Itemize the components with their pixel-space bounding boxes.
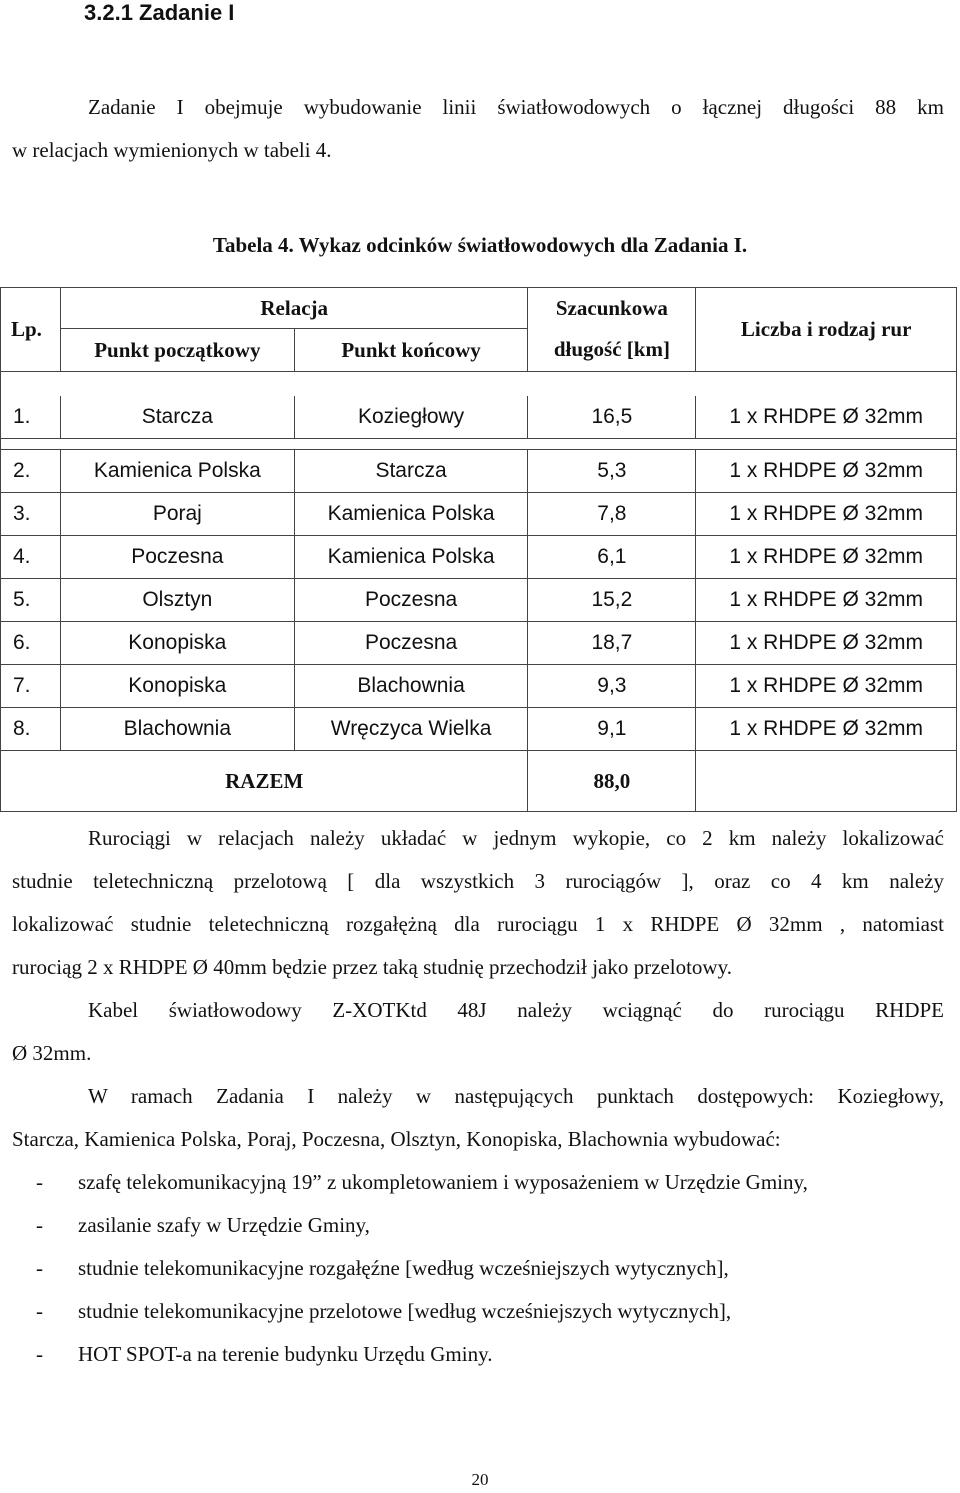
cell-start: Poczesna: [60, 536, 294, 579]
list-item: [36, 1290, 956, 1333]
paragraph-cable-line-1: Kabel światłowodowy Z-XOTKtd 48J należy wciągnąć do rurociągu RHDPE: [88, 998, 944, 1022]
header-pipes: Liczba i rodzaj rur: [696, 288, 957, 372]
cell-end: Starcza: [294, 450, 528, 493]
list-item-text: studnie telekomunikacyjne rozgałęźne [według wcześniejszych wytycznych],: [78, 1256, 729, 1280]
list-item: [36, 1161, 956, 1204]
table-row: [1, 536, 957, 579]
cell-lp: 6.: [1, 622, 61, 665]
cell-end: Poczesna: [294, 579, 528, 622]
bullet-marker: -: [36, 1299, 43, 1323]
header-end: Punkt końcowy: [294, 329, 528, 372]
bullet-marker: -: [36, 1256, 43, 1280]
cell-start: Starcza: [60, 396, 294, 439]
list-item: [36, 1333, 956, 1376]
cell-start: Kamienica Polska: [60, 450, 294, 493]
section-heading: 3.2.1 Zadanie I: [84, 0, 235, 25]
cell-length: 9,3: [528, 665, 696, 708]
intro-line-2: w relacjach wymienionych w tabeli 4.: [12, 138, 332, 162]
table-row: [1, 493, 957, 536]
list-item-text: szafę telekomunikacyjną 19” z ukompletowaniem i wyposażeniem w Urzędzie Gminy,: [78, 1170, 808, 1194]
bullet-list: [36, 1161, 956, 1376]
cell-start: Konopiska: [60, 622, 294, 665]
cell-length: 7,8: [528, 493, 696, 536]
total-label: RAZEM: [1, 751, 528, 812]
bullet-marker: -: [36, 1170, 43, 1194]
cell-end: Wręczyca Wielka: [294, 708, 528, 751]
paragraph-pipes: [12, 817, 944, 989]
list-item-text: studnie telekomunikacyjne przelotowe [według wcześniejszych wytycznych],: [78, 1299, 732, 1323]
cell-pipes: 1 x RHDPE Ø 32mm: [696, 396, 957, 439]
list-item-text: zasilanie szafy w Urzędzie Gminy,: [78, 1213, 370, 1237]
cell-lp: 5.: [1, 579, 61, 622]
cell-pipes: 1 x RHDPE Ø 32mm: [696, 450, 957, 493]
cell-length: 9,1: [528, 708, 696, 751]
paragraph-pipes-line-4: rurociąg 2 x RHDPE Ø 40mm będzie przez taką studnię przechodził jako przelotowy.: [12, 955, 732, 979]
cell-end: Poczesna: [294, 622, 528, 665]
cell-start: Olsztyn: [60, 579, 294, 622]
table-spacer: [1, 439, 957, 450]
table-header-row: [1, 288, 957, 329]
paragraph-access-line-1: W ramach Zadania I należy w następujących punktach dostępowych: Koziegłowy,: [88, 1084, 944, 1108]
cell-lp: 7.: [1, 665, 61, 708]
paragraph-pipes-line-1: Rurociągi w relacjach należy układać w jednym wykopie, co 2 km należy lokalizować: [88, 826, 944, 850]
paragraph-pipes-line-2: studnie teletechniczną przelotową [ dla wszystkich 3 rurociągów ], oraz co 4 km należy: [12, 869, 944, 893]
table-row: [1, 665, 957, 708]
table-row: [1, 450, 957, 493]
paragraph-cable: [12, 989, 944, 1075]
list-item: [36, 1247, 956, 1290]
header-length-bottom: długość [km]: [528, 329, 696, 372]
intro-paragraph: [12, 86, 944, 172]
intro-line-1: Zadanie I obejmuje wybudowanie linii światłowodowych o łącznej długości 88 km: [88, 95, 944, 119]
cell-lp: 3.: [1, 493, 61, 536]
table-spacer: [1, 372, 957, 397]
header-length-top: Szacunkowa: [528, 288, 696, 329]
cell-end: Koziegłowy: [294, 396, 528, 439]
bullet-marker: -: [36, 1213, 43, 1237]
table-total-row: [1, 751, 957, 812]
cell-start: Blachownia: [60, 708, 294, 751]
cell-pipes: 1 x RHDPE Ø 32mm: [696, 665, 957, 708]
cell-pipes: 1 x RHDPE Ø 32mm: [696, 708, 957, 751]
cell-lp: 1.: [1, 396, 61, 439]
list-item-text: HOT SPOT-a na terenie budynku Urzędu Gminy.: [78, 1342, 493, 1366]
cell-start: Poraj: [60, 493, 294, 536]
cell-length: 18,7: [528, 622, 696, 665]
cell-pipes: 1 x RHDPE Ø 32mm: [696, 536, 957, 579]
total-empty-cell: [696, 751, 957, 812]
header-relacja: Relacja: [60, 288, 528, 329]
cell-lp: 8.: [1, 708, 61, 751]
cell-length: 6,1: [528, 536, 696, 579]
cell-length: 5,3: [528, 450, 696, 493]
header-lp: Lp.: [1, 288, 61, 372]
cell-end: Kamienica Polska: [294, 536, 528, 579]
cell-end: Kamienica Polska: [294, 493, 528, 536]
cell-lp: 2.: [1, 450, 61, 493]
total-value: 88,0: [528, 751, 696, 812]
page-number: 20: [471, 1470, 489, 1489]
header-start: Punkt początkowy: [60, 329, 294, 372]
cell-end: Blachownia: [294, 665, 528, 708]
paragraph-access-line-2: Starcza, Kamienica Polska, Poraj, Poczesna, Olsztyn, Konopiska, Blachownia wybudować:: [12, 1127, 781, 1151]
bullet-marker: -: [36, 1342, 43, 1366]
sections-table: [0, 287, 957, 812]
table-row: [1, 396, 957, 439]
cell-length: 15,2: [528, 579, 696, 622]
paragraph-cable-line-2: Ø 32mm.: [12, 1041, 92, 1065]
paragraph-pipes-line-3: lokalizować studnie teletechniczną rozgałężną dla rurociągu 1 x RHDPE Ø 32mm , natomiast: [12, 912, 944, 936]
table-row: [1, 579, 957, 622]
paragraph-access-points: [12, 1075, 944, 1161]
list-item: [36, 1204, 956, 1247]
table-row: [1, 708, 957, 751]
table-row: [1, 622, 957, 665]
cell-lp: 4.: [1, 536, 61, 579]
cell-pipes: 1 x RHDPE Ø 32mm: [696, 579, 957, 622]
cell-pipes: 1 x RHDPE Ø 32mm: [696, 622, 957, 665]
cell-start: Konopiska: [60, 665, 294, 708]
cell-length: 16,5: [528, 396, 696, 439]
cell-pipes: 1 x RHDPE Ø 32mm: [696, 493, 957, 536]
table-caption: Tabela 4. Wykaz odcinków światłowodowych dla Zadania I.: [212, 233, 748, 257]
